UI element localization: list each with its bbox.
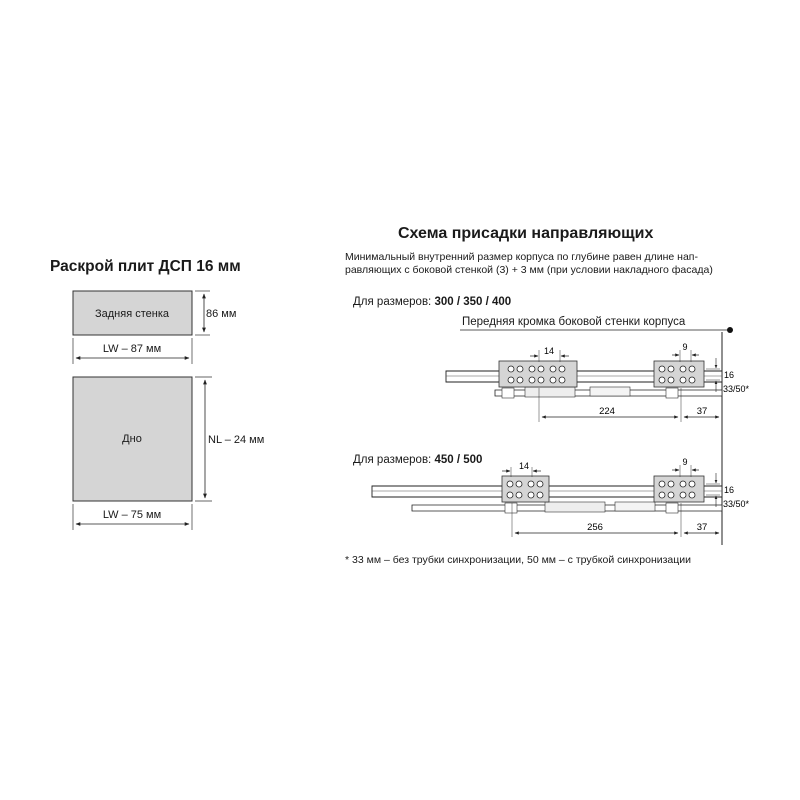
size-set-1-values: 300 / 350 / 400 — [434, 296, 512, 308]
dim-256: 256 — [587, 522, 603, 533]
dim-16-set2: 16 — [724, 485, 735, 495]
back-panel-label: Задняя стенка — [94, 308, 170, 320]
description-line-1: Минимальный внутренний размер корпуса по глубине равен длине нап- — [345, 251, 698, 263]
cutting-title: Раскрой плит ДСП 16 мм — [50, 258, 241, 275]
dim-37-set1: 37 — [696, 406, 708, 417]
dim-height-set1: 33/50* — [723, 384, 750, 394]
front-edge-label: Передняя кромка боковой стенки корпуса — [462, 316, 686, 328]
dim-14-set2: 14 — [518, 461, 530, 471]
description-line-2: равляющих с боковой стенкой (3) + 3 мм (при условии накладного фасада) — [345, 264, 713, 276]
dim-9-set2: 9 — [682, 457, 688, 467]
dim-37-set2: 37 — [696, 522, 708, 533]
rail-set-2 — [372, 457, 750, 537]
edge-point-dot — [727, 327, 733, 333]
dim-16-set1: 16 — [724, 370, 735, 380]
bottom-panel-label: Дно — [122, 433, 142, 445]
size-set-1-label: Для размеров: 300 / 350 / 400 — [353, 296, 512, 308]
back-panel-height-text: 86 мм — [206, 308, 237, 320]
rail-set-1 — [446, 342, 750, 422]
footnote: * 33 мм – без трубки синхронизации, 50 мм – с трубкой синхронизации — [345, 554, 692, 566]
dim-224: 224 — [599, 406, 615, 417]
back-panel-width-text: LW – 87 мм — [102, 343, 162, 355]
drilling-scheme-title: Схема присадки направляющих — [398, 225, 654, 242]
dim-9-set1: 9 — [682, 342, 688, 352]
size-set-2-values: 450 / 500 — [434, 454, 483, 466]
dim-14-set1: 14 — [543, 346, 555, 356]
size-set-2-label: Для размеров: 450 / 500 — [353, 454, 483, 466]
bottom-panel-width-text: LW – 75 мм — [102, 509, 162, 521]
bottom-panel-height-text: NL – 24 мм — [208, 434, 265, 446]
dim-height-set2: 33/50* — [723, 499, 750, 509]
